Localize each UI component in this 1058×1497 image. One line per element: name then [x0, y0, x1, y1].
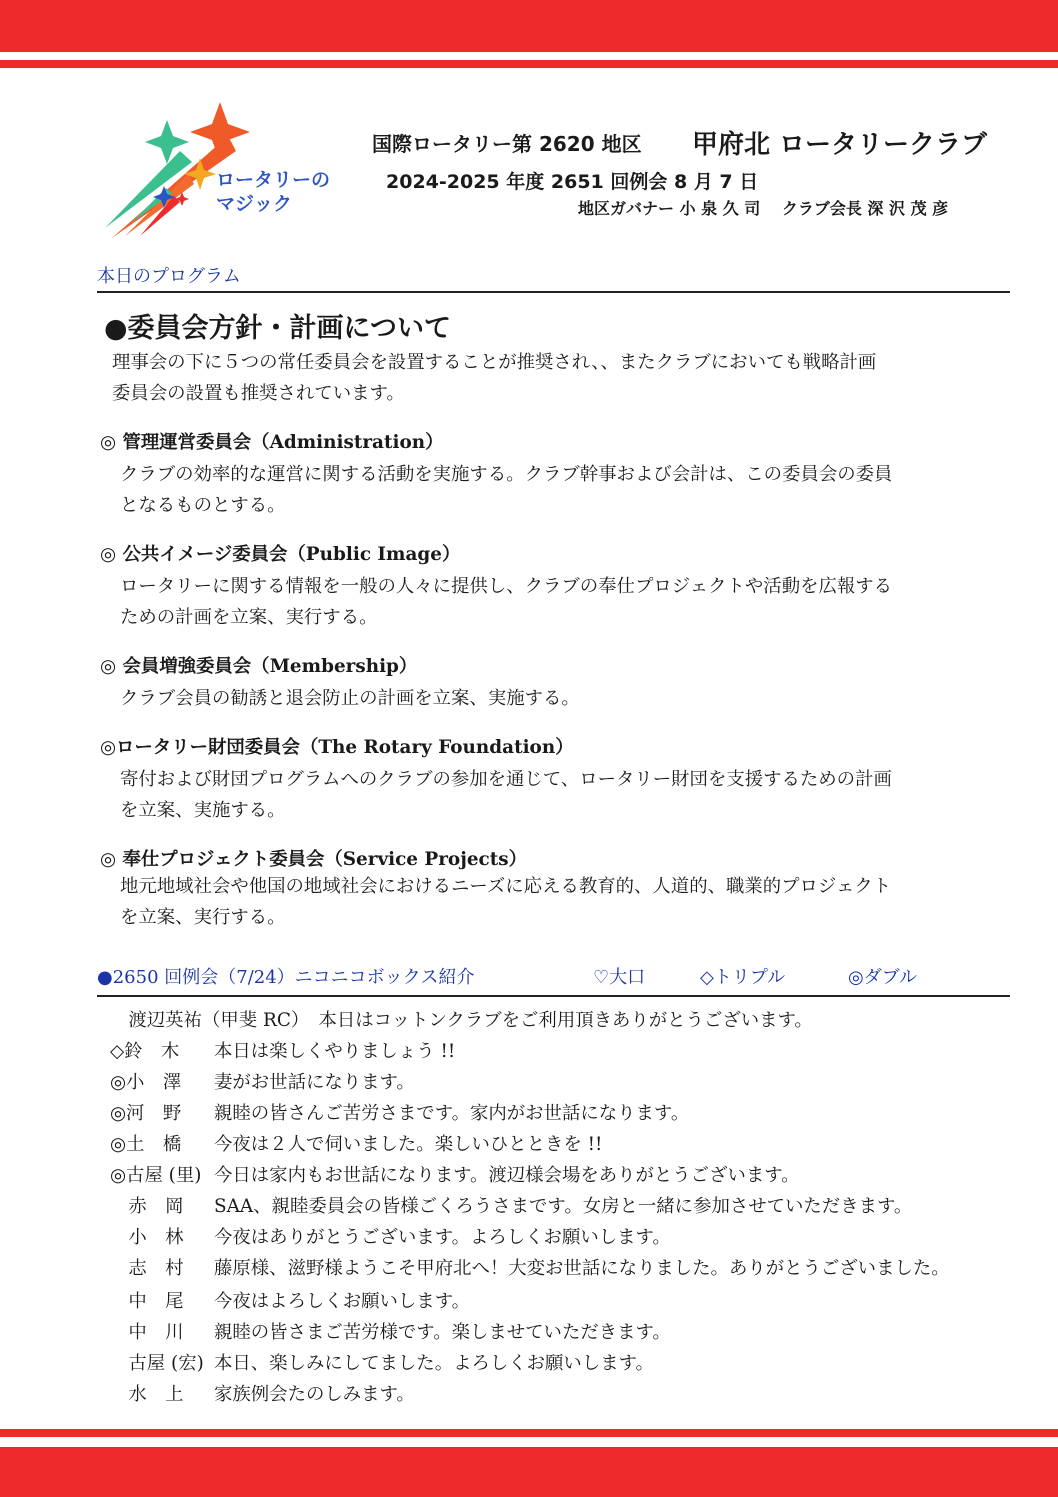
nikoniko-heading: ●2650 回例会（7/24）ニコニコボックス紹介 — [97, 967, 475, 988]
officers-line: 地区ガバナー 小 泉 久 司 クラブ会長 深 沢 茂 彦 — [578, 199, 949, 218]
member-message: 藤原様、滋野様ようこそ甲府北へ！大変お世話になりました。ありがとうございました。 — [214, 1258, 950, 1279]
committee-heading-public-image: ◎ 公共イメージ委員会（Public Image） — [100, 544, 461, 565]
logo-text-line2: マジック — [216, 193, 293, 215]
member-name: ◇鈴 木 — [110, 1041, 180, 1062]
program-divider — [97, 291, 1010, 293]
member-name: 古屋 (宏) — [110, 1353, 204, 1374]
legend-double: ◎ダブル — [848, 967, 917, 988]
member-message: 今日は家内もお世話になります。渡辺様会場をありがとうございます。 — [214, 1165, 800, 1186]
committee-text: クラブの効率的な運営に関する活動を実施する。クラブ幹事および会計は、この委員会の委員 — [120, 464, 893, 485]
list-item — [110, 1223, 671, 1254]
committee-text: となるものとする。 — [120, 495, 286, 516]
member-name: ◎小 澤 — [110, 1072, 182, 1093]
legend-triple: ◇トリプル — [700, 967, 786, 988]
member-name: 中 尾 — [110, 1291, 184, 1312]
rotary-magic-logo — [100, 96, 350, 246]
member-message: 今夜はよろしくお願いします。 — [214, 1291, 470, 1312]
member-name: 水 上 — [110, 1384, 184, 1405]
committee-text: を立案、実施する。 — [120, 800, 286, 821]
member-message: 今夜は２人で伺いました。楽しいひとときを !! — [214, 1134, 603, 1155]
member-message: 本日は楽しくやりましょう !! — [214, 1041, 456, 1062]
committee-text: 地元地域社会や他国の地域社会におけるニーズに応える教育的、人道的、職業的プロジェクト — [120, 876, 892, 897]
top-red-band — [0, 0, 1058, 52]
list-item — [110, 1006, 813, 1037]
member-message: 親睦の皆さまご苦労様です。楽しませていただきます。 — [214, 1322, 671, 1343]
committee-heading-administration: ◎ 管理運営委員会（Administration） — [100, 432, 444, 453]
district-label: 国際ロータリー第 2620 地区 — [372, 132, 642, 156]
list-item — [110, 1287, 470, 1318]
logo-text-line1: ロータリーの — [216, 169, 331, 191]
member-name: ◎河 野 — [110, 1103, 182, 1124]
program-label: 本日のプログラム — [97, 266, 241, 287]
list-item — [110, 1254, 950, 1285]
page-title: ●委員会方針・計画について — [104, 313, 452, 344]
list-item — [110, 1192, 912, 1223]
list-item — [110, 1349, 654, 1380]
member-message: 家族例会たのしみます。 — [214, 1384, 415, 1405]
committee-text: ための計画を立案、実行する。 — [120, 607, 378, 628]
committee-heading-service-projects: ◎ 奉仕プロジェクト委員会（Service Projects） — [100, 849, 527, 870]
member-message: 本日はコットンクラブをご利用頂きありがとうございます。 — [300, 1010, 813, 1031]
member-message: 本日、楽しみにしてました。よろしくお願いします。 — [214, 1353, 654, 1374]
list-item — [110, 1068, 415, 1099]
member-message: 今夜はありがとうございます。よろしくお願いします。 — [214, 1227, 671, 1248]
committee-text: クラブ会員の勧誘と退会防止の計画を立案、実施する。 — [120, 688, 580, 709]
list-item — [110, 1037, 455, 1068]
list-item — [110, 1099, 689, 1130]
member-name: 中 川 — [110, 1322, 184, 1343]
list-item — [110, 1380, 415, 1411]
member-message: SAA、親睦委員会の皆様ごくろうさまです。女房と一緒に参加させていただきます。 — [214, 1196, 913, 1217]
nikoniko-divider — [97, 995, 1010, 997]
member-name: 赤 岡 — [110, 1196, 184, 1217]
committee-text: 寄付および財団プログラムへのクラブの参加を通じて、ロータリー財団を支援するための計画 — [120, 769, 892, 790]
committee-text: ロータリーに関する情報を一般の人々に提供し、クラブの奉仕プロジェクトや活動を広報する — [120, 576, 893, 597]
member-name: 小 林 — [110, 1227, 184, 1248]
committee-heading-foundation: ◎ロータリー財団委員会（The Rotary Foundation） — [100, 737, 574, 758]
club-name: 甲府北 ロータリークラブ — [692, 130, 988, 160]
member-name: ◎土 橋 — [110, 1134, 182, 1155]
list-item — [110, 1318, 671, 1349]
intro-line-2: 委員会の設置も推奨されています。 — [112, 383, 405, 404]
committee-heading-membership: ◎ 会員増強委員会（Membership） — [100, 656, 418, 677]
member-name: 志 村 — [110, 1258, 184, 1279]
list-item — [110, 1161, 800, 1192]
member-message: 親睦の皆さんご苦労さまです。家内がお世話になります。 — [214, 1103, 690, 1124]
intro-line-1: 理事会の下に５つの常任委員会を設置することが推奨され、、またクラブにおいても戦略計画 — [112, 352, 877, 373]
member-name: 渡辺英祐（甲斐 RC） — [110, 1010, 301, 1031]
top-red-stripe — [0, 60, 1058, 68]
member-name: ◎古屋 (里) — [110, 1165, 202, 1186]
committee-text: を立案、実行する。 — [120, 907, 286, 928]
meeting-date: 2024-2025 年度 2651 回例会 8 月 7 日 — [386, 171, 759, 193]
bottom-red-stripe — [0, 1429, 1058, 1437]
member-message: 妻がお世話になります。 — [214, 1072, 415, 1093]
list-item — [110, 1130, 602, 1161]
bottom-red-band — [0, 1447, 1058, 1497]
legend-large: ♡大口 — [593, 967, 646, 988]
